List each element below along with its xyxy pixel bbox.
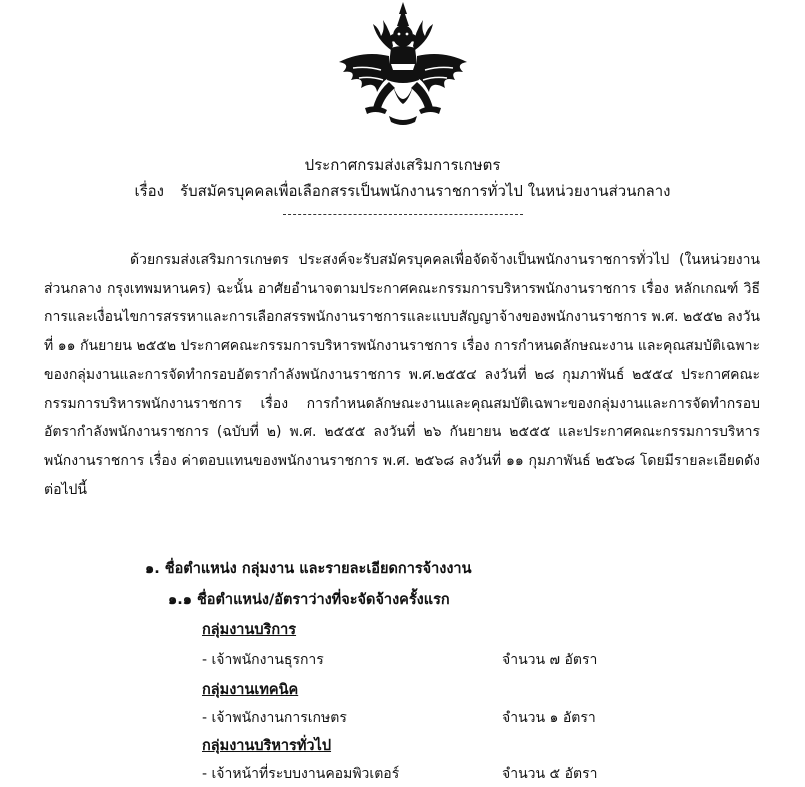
body-paragraph: ด้วยกรมส่งเสริมการเกษตร ประสงค์จะรับสมัครบุคคลเพื่อจัดจ้างเป็นพนักงานราชการทั่วไป (ในหน่วยงานส่วนกลาง กรุงเทพมหานคร) ฉะนั้น อาศัยอำนาจตามประกาศคณะกรรมการบริหารพนักงานราชการ เรื่อง หลักเกณฑ์ วิธีการและเงื่อนไขการสรรหาและการเลือกสรรพนักงานราชการและแบบสัญญาจ้างของพนักงานราชการ พ.ศ. ๒๕๕๒ ลงวันที่ ๑๑ กันยายน ๒๕๕๒ ประกาศคณะกรรมการบริหารพนักงานราชการ เรื่อง การกำหนดลักษณะงาน และคุณสมบัติเฉพาะของกลุ่มงานและการจัดทำกรอบอัตรากำลังพนักงานราชการ พ.ศ.๒๕๕๔ ลงวันที่ ๒๘ กุมภาพันธ์ ๒๕๕๔ ประกาศคณะกรรมการบริหารพนักงานราชการ เรื่อง การกำหนดลักษณะงานและคุณสมบัติเฉพาะของกลุ่มงานและการจัดทำกรอบอัตรากำลังพนักงานราชการ (ฉบับที่ ๒) พ.ศ. ๒๕๕๕ ลงวันที่ ๒๖ กันยายน ๒๕๕๕ และประกาศคณะกรรมการบริหารพนักงานราชการ เรื่อง ค่าตอบแทนของพนักงานราชการ พ.ศ. ๒๕๖๘ ลงวันที่ ๑๑ กุมภาพันธ์ ๒๕๖๘ โดยมีรายละเอียดดังต่อไปนี้ <box>44 252 760 498</box>
announcement-subject-line <box>0 180 805 202</box>
position-count: จำนวน ๕ อัตรา <box>502 766 598 782</box>
position-name: - เจ้าพนักงานธุรการ <box>202 652 324 668</box>
subject-text: รับสมัครบุคคลเพื่อเลือกสรรเป็นพนักงานราชการทั่วไป ในหน่วยงานส่วนกลาง <box>180 182 671 200</box>
position-name: - เจ้าพนักงานการเกษตร <box>202 710 347 726</box>
position-count: จำนวน ๗ อัตรา <box>502 652 598 668</box>
garuda-emblem-icon <box>333 0 473 135</box>
section-1-heading: ๑. ชื่อตำแหน่ง กลุ่มงาน และรายละเอียดการจ้างงาน <box>145 561 472 577</box>
group-technical-heading: กลุ่มงานเทคนิค <box>202 682 299 698</box>
group-service-heading: กลุ่มงานบริการ <box>202 622 297 638</box>
subject-label: เรื่อง <box>134 182 165 200</box>
announcement-title: ประกาศกรมส่งเสริมการเกษตร <box>304 156 501 174</box>
section-1-1-heading: ๑.๑ ชื่อตำแหน่ง/อัตราว่างที่จะจัดจ้างครั้งแรก <box>168 592 450 608</box>
group-general-admin-heading: กลุ่มงานบริหารทั่วไป <box>202 738 332 754</box>
position-count: จำนวน ๑ อัตรา <box>502 710 596 726</box>
position-name: - เจ้าหน้าที่ระบบงานคอมพิวเตอร์ <box>202 766 400 782</box>
divider-line <box>283 214 523 215</box>
